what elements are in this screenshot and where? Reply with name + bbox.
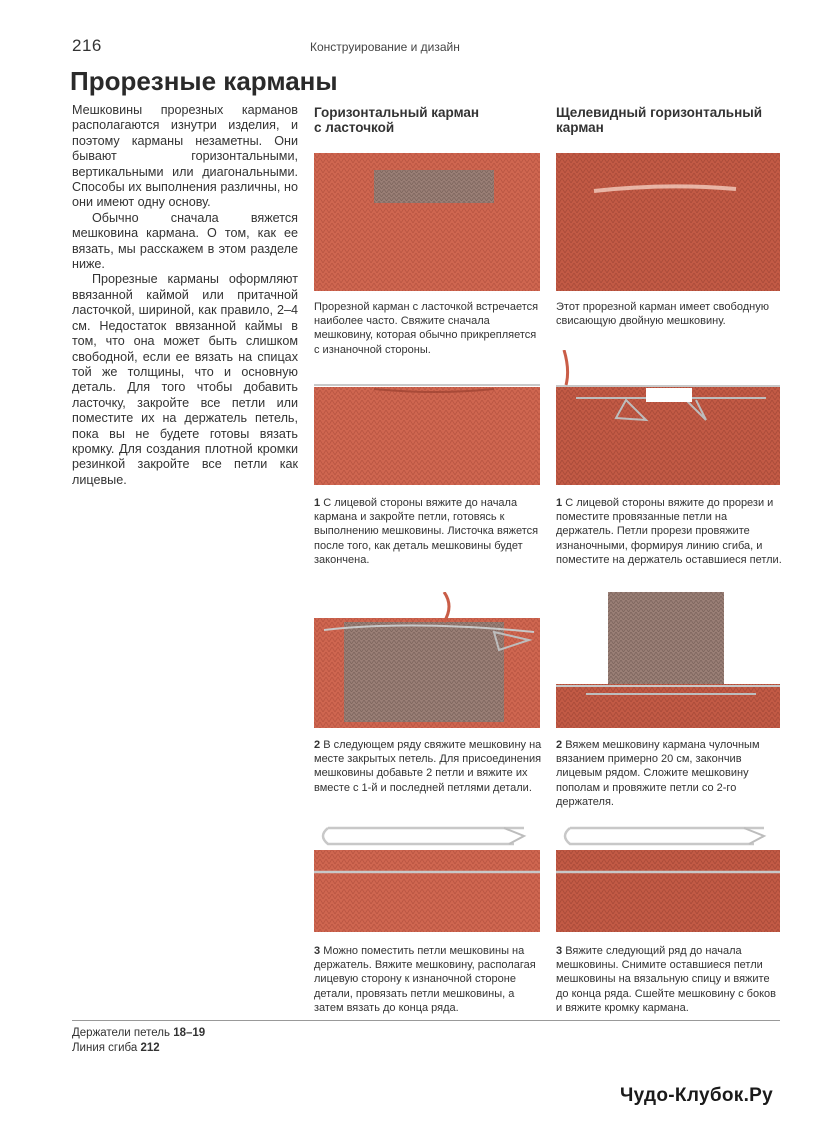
step-text: Можно поместить петли мешковины на держатель. Вяжите мешковину, располагая лицевую сторону к изнаночной стороне детали, провязать петли мешковины, а затем вязать до конца ряда. (314, 945, 536, 1014)
step-text: Вяжем мешковину кармана чулочным вязанием примерно 20 см, закончив лицевым рядом. Сложите мешковину пополам и провяжите петли со 2-го держателя. (556, 739, 760, 808)
left-step2-caption (314, 738, 542, 795)
watermark: Чудо-Клубок.Ру (620, 1085, 773, 1106)
photo-step3-left (314, 814, 540, 932)
intro-paragraph: Прорезные карманы оформляют ввязанной каймой или притачной ласточкой, шириной, как правило, 2–4 см. Недостаток ввязанной каймы в том, что она может быть слишком свободной, если ее вязать на спицах той же толщины, что и основную деталь. Для того чтобы добавить ласточку, закройте все петли или поместите их на держатель петель, пока вы не будете готовы вязать кромку. Для создания плотной кромки резинкой закройте все петли как лицевые. (72, 272, 298, 487)
photo-step2-right (556, 592, 780, 728)
photo-step1-left (314, 375, 540, 485)
heading-line: с ласточкой (314, 120, 395, 135)
xref-label: Линия сгиба (72, 1042, 138, 1054)
intro-paragraph: Обычно сначала вяжется мешковина кармана. О том, как ее вязать, мы расскажем в этом разделе ниже. (72, 210, 298, 272)
right-lead-caption: Этот прорезной карман имеет свободную свисающую двойную мешковину. (556, 301, 769, 328)
left-step1-caption (314, 496, 542, 567)
left-lead-caption: Прорезной карман с ласточкой встречается наиболее часто. Свяжите сначала мешковину, которая обычно прикрепляется с изнаночной стороны. (314, 301, 539, 356)
footer-rule (72, 1020, 780, 1021)
photo-step3-right (556, 814, 780, 932)
step-text: С лицевой стороны вяжите до начала кармана и закройте петли, готовясь к выполнению мешковины. Листочка вяжется после того, как деталь мешковины будет закончена. (314, 497, 539, 566)
cross-reference (72, 1027, 205, 1039)
right-column-heading (556, 105, 786, 135)
intro-text (72, 103, 298, 488)
step-text: С лицевой стороны вяжите до прорези и поместите провязанные петли на держатель. Петли прорези провяжите изнаночными, формируя линию сгиба, и поместите на держатель оставшиеся петли. (556, 497, 782, 566)
photo-step1-right (556, 350, 780, 485)
xref-pages: 212 (140, 1042, 160, 1054)
left-column-heading (314, 105, 544, 135)
cross-reference (72, 1042, 160, 1054)
step-number: 3 (314, 945, 321, 957)
step-number: 1 (314, 497, 321, 509)
photo-slit-pocket (556, 153, 780, 291)
page-number: 216 (72, 36, 102, 55)
xref-pages: 18–19 (173, 1027, 206, 1039)
step-number: 2 (556, 739, 563, 751)
photo-pocket-with-welt (314, 153, 540, 291)
photo-step2-left (314, 592, 540, 728)
running-head: Конструирование и дизайн (310, 40, 460, 54)
left-step3-caption (314, 944, 542, 1015)
step-text: В следующем ряду свяжите мешковину на месте закрытых петель. Для присоединения мешковины добавьте 2 петли и вяжите их вместе с 1-й и последней петлями детали. (314, 739, 542, 794)
step-number: 1 (556, 497, 563, 509)
heading-line: Щелевидный горизонтальный (556, 105, 763, 120)
step-text: Вяжите следующий ряд до начала мешковины. Снимите оставшиеся петли мешковины на вязальную спицу и вяжите до конца ряда. Сшейте мешковину с боков и вяжите кромку кармана. (556, 945, 776, 1014)
right-step1-caption (556, 496, 782, 567)
step-number: 3 (556, 945, 563, 957)
xref-label: Держатели петель (72, 1027, 170, 1039)
heading-line: Горизонтальный карман (314, 105, 480, 120)
right-step2-caption (556, 738, 782, 809)
intro-paragraph: Мешковины прорезных карманов располагаются изнутри изделия, и поэтому карманы незаметны. Они бывают горизонтальными, вертикальными или диагональными. Способы их выполнения различны, но они имеют одну основу. (72, 103, 298, 210)
step-number: 2 (314, 739, 321, 751)
page-title: Прорезные карманы (70, 66, 338, 96)
right-step3-caption (556, 944, 782, 1015)
heading-line: карман (556, 120, 604, 135)
